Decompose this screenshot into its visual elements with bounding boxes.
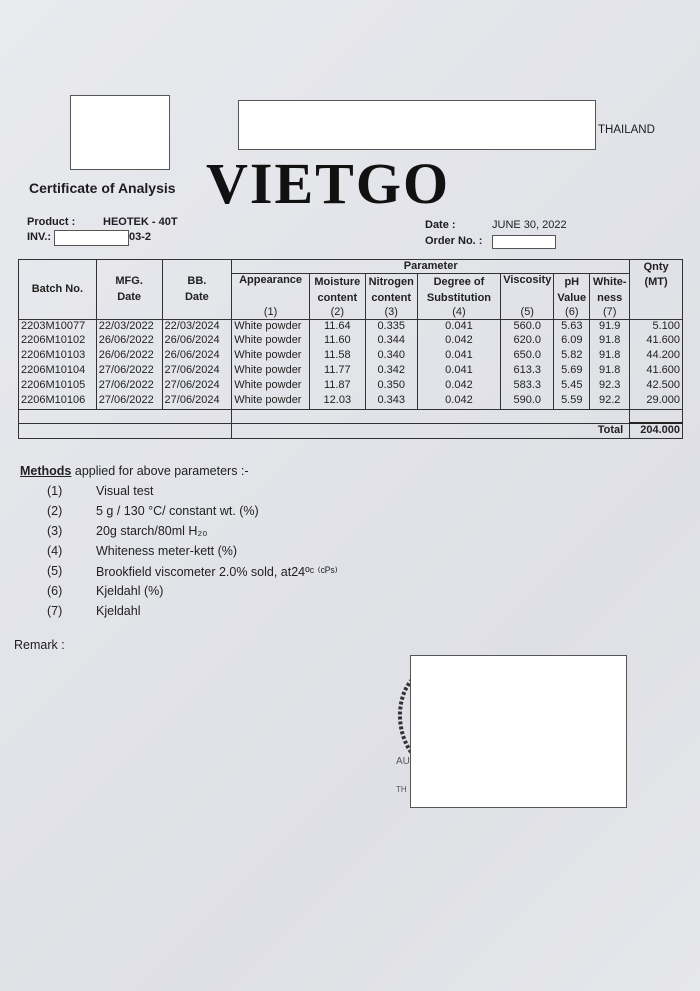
spacer-cell [232,409,630,423]
row-qnty: 41.600 [630,334,683,349]
method-text: 20g starch/80ml H₂₀ [96,524,208,538]
row-ds: 0.041 [417,364,501,379]
row-batch: 2203M10077 [19,319,97,334]
row-mfg: 27/06/2022 [96,364,162,379]
row-ph: 5.45 [554,379,590,394]
redacted-company-box [238,100,596,150]
row-nitrogen: 0.335 [365,319,417,334]
row-ph: 5.63 [554,319,590,334]
page-title: Certificate of Analysis [29,180,176,196]
row-whiteness: 91.8 [590,349,630,364]
total-value: 204.000 [630,423,683,438]
method-number: (5) [47,564,63,578]
header-bb: BB. Date [162,260,232,320]
row-batch: 2206M10104 [19,364,97,379]
inv-suffix: 03-2 [129,231,152,243]
total-label: Total [232,423,630,438]
row-whiteness: 91.8 [590,334,630,349]
stamp-fragment-th: TH [396,785,407,794]
row-appearance: White powder [232,319,310,334]
row-whiteness: 91.9 [590,319,630,334]
row-appearance: White powder [232,394,310,409]
row-mfg: 27/06/2022 [96,379,162,394]
row-viscosity: 620.0 [501,334,554,349]
row-mfg: 22/03/2022 [96,319,162,334]
row-ph: 5.82 [554,349,590,364]
row-bb: 26/06/2024 [162,349,232,364]
header-qnty: Qnty (MT) [630,260,683,320]
row-nitrogen: 0.343 [365,394,417,409]
row-nitrogen: 0.350 [365,379,417,394]
remark-label: Remark : [14,638,65,652]
order-label: Order No. : [425,235,483,247]
redacted-logo-box [70,95,170,170]
row-moisture: 11.58 [309,349,365,364]
table-row [19,364,683,379]
row-moisture: 11.77 [309,364,365,379]
row-qnty: 42.500 [630,379,683,394]
empty-cell [19,423,232,438]
row-moisture: 12.03 [309,394,365,409]
table-row [19,319,683,334]
row-ds: 0.042 [417,394,501,409]
row-ph: 6.09 [554,334,590,349]
method-number: (6) [47,584,63,598]
row-viscosity: 613.3 [501,364,554,379]
header-n5: (5) [501,306,554,319]
row-appearance: White powder [232,364,310,379]
date-value: JUNE 30, 2022 [492,219,567,231]
header-n4: (4) [417,306,501,319]
row-ph: 5.59 [554,394,590,409]
row-qnty: 29.000 [630,394,683,409]
row-bb: 27/06/2024 [162,394,232,409]
method-number: (2) [47,504,63,518]
row-appearance: White powder [232,349,310,364]
row-bb: 26/06/2024 [162,334,232,349]
table-row [19,379,683,394]
redacted-inv-box [54,230,129,246]
row-nitrogen: 0.340 [365,349,417,364]
row-whiteness: 92.2 [590,394,630,409]
row-qnty: 41.600 [630,364,683,379]
method-number: (3) [47,524,63,538]
row-batch: 2206M10106 [19,394,97,409]
method-number: (7) [47,604,63,618]
row-appearance: White powder [232,379,310,394]
spacer-cell [19,409,232,423]
header-n1: (1) [232,306,310,319]
header-n3: (3) [365,306,417,319]
row-qnty: 44.200 [630,349,683,364]
redacted-signature-box [410,655,627,808]
method-number: (4) [47,544,63,558]
method-text: Visual test [96,484,154,498]
header-nitrogen: Nitrogen content [365,274,417,307]
stamp-fragment-au: AU [396,756,410,767]
table-row [19,349,683,364]
method-text: Brookfield viscometer 2.0% sold, at24ºᶜ ⁽ᶜᴾˢ⁾ [96,565,338,579]
row-qnty: 5.100 [630,319,683,334]
row-bb: 22/03/2024 [162,319,232,334]
row-nitrogen: 0.342 [365,364,417,379]
row-viscosity: 560.0 [501,319,554,334]
method-number: (1) [47,484,63,498]
spacer-cell [630,409,683,423]
header-n7: (7) [590,306,630,319]
date-label: Date : [425,219,456,231]
redacted-order-box [492,235,556,249]
row-nitrogen: 0.344 [365,334,417,349]
row-viscosity: 590.0 [501,394,554,409]
header-n2: (2) [309,306,365,319]
row-whiteness: 91.8 [590,364,630,379]
product-label: Product : [27,216,76,228]
methods-title: Methods [20,464,72,478]
method-text: Kjeldahl (%) [96,584,164,598]
methods-heading [20,464,249,478]
header-viscosity: Viscosity [501,274,554,307]
row-viscosity: 583.3 [501,379,554,394]
method-text: 5 g / 130 °C/ constant wt. (%) [96,504,259,518]
inv-label: INV.: [27,231,52,243]
row-ds: 0.042 [417,379,501,394]
row-bb: 27/06/2024 [162,364,232,379]
row-appearance: White powder [232,334,310,349]
methods-title-rest: applied for above parameters :- [71,464,249,478]
row-moisture: 11.60 [309,334,365,349]
header-ph: pH Value [554,274,590,307]
header-parameter: Parameter [232,260,630,274]
row-batch: 2206M10103 [19,349,97,364]
analysis-table [18,259,683,439]
row-ds: 0.041 [417,319,501,334]
header-whiteness: White- ness [590,274,630,307]
table-row [19,394,683,409]
header-appearance: Appearance [232,274,310,307]
method-text: Whiteness meter-kett (%) [96,544,238,558]
row-viscosity: 650.0 [501,349,554,364]
country-text: THAILAND [598,124,655,136]
method-text: Kjeldahl [96,604,141,618]
watermark-logo: VIETGO [206,151,451,216]
header-ds: Degree of Substitution [417,274,501,307]
header-n6: (6) [554,306,590,319]
row-mfg: 27/06/2022 [96,394,162,409]
row-ds: 0.042 [417,334,501,349]
product-value: HEOTEK - 40T [103,216,178,228]
row-mfg: 26/06/2022 [96,349,162,364]
row-mfg: 26/06/2022 [96,334,162,349]
header-mfg: MFG. Date [96,260,162,320]
row-moisture: 11.64 [309,319,365,334]
header-moisture: Moisture content [309,274,365,307]
header-batch: Batch No. [19,260,97,320]
row-ds: 0.041 [417,349,501,364]
row-moisture: 11.87 [309,379,365,394]
row-batch: 2206M10102 [19,334,97,349]
row-whiteness: 92.3 [590,379,630,394]
row-bb: 27/06/2024 [162,379,232,394]
table-row [19,334,683,349]
row-batch: 2206M10105 [19,379,97,394]
row-ph: 5.69 [554,364,590,379]
